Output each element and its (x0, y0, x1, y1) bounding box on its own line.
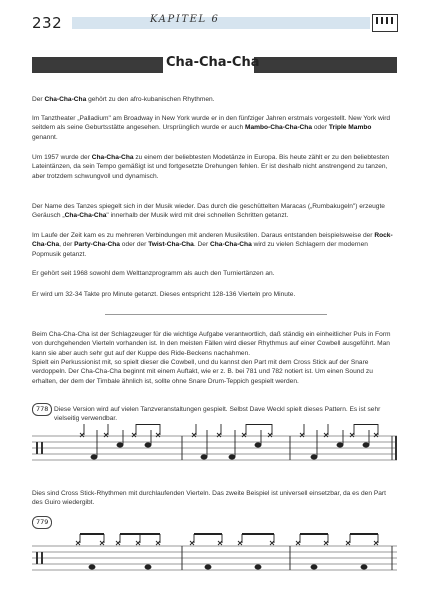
text-run: Im Tanztheater „Palladium" am Broadway in New York wurde er in den fünfziger Jahren erstmals vorgestellt. New York wird seitdem als seine Geburtsstätte angesehen. Ursprünglich wurde er auch (32, 115, 391, 132)
text-run: Der (32, 96, 45, 103)
text-run: . Der (193, 241, 210, 249)
emphasis-term: Cha-Cha-Cha (64, 212, 107, 220)
text-run: genannt. (32, 133, 58, 141)
text-run: oder (312, 124, 329, 132)
chapter-bar (72, 17, 370, 29)
emphasis-term: Mambo-Cha-Cha-Cha (244, 124, 312, 132)
text-run: zu einem der beliebtesten Modetänze in Europa. Bis heute zählt er zu den beliebtesten Lateintänzen, da sein Tempo gemäßigt ist und fortgesetzte Drehungen fehlen. Er ist deshalb nicht anstrengend zu tanzen, aber trotzdem schwungvoll und dynamisch. (32, 154, 390, 180)
paragraph-name (32, 202, 398, 221)
text-run: " innerhalb der Musik wird mit drei schnellen Schritten getanzt. (106, 212, 289, 220)
paragraph-percussion (32, 358, 398, 386)
text-run: Der Name des Tanzes spiegelt sich in der Musik wieder. Das durch die geschüttelten Maracas („Rumbakugeln") erzeugte Geräusch „ (32, 203, 385, 220)
page-header (0, 0, 431, 32)
paragraph-history (32, 114, 398, 142)
text-run: Im Laufe der Zeit kam es zu mehreren Verbindungen mit anderen Musikstilen. Daraus entstanden beispielsweise der (32, 232, 375, 239)
emphasis-term: Rock-Cha-Cha (32, 232, 393, 249)
emphasis-term: Cha-Cha-Cha (209, 241, 252, 249)
emphasis-term: Party-Cha-Cha (74, 241, 120, 249)
chapter-label: KAPITEL 6 (150, 14, 220, 25)
paragraph-europe (32, 153, 398, 181)
emphasis-term: Cha-Cha-Cha (91, 154, 134, 161)
paragraph-styles (32, 231, 398, 259)
text-run: Er gehört seit 1968 sowohl dem Welttanzprogramm als auch den Turniertänzen an. (32, 270, 275, 277)
page-number: 232 (32, 14, 63, 32)
text-run: Er wird um 32-34 Takte pro Minute getanzt. Dieses entspricht 128-136 Vierteln pro Minute. (32, 291, 296, 298)
keyboard-logo-icon (372, 14, 398, 32)
paragraph-since-1968 (32, 269, 398, 278)
drum-notation-staff-779 (32, 526, 397, 582)
example-779-intro: Dies sind Cross Stick-Rhythmen mit durchlaufenden Vierteln. Das zweite Beispiel ist universell einsetzbar, da es den Part des Guiro wiedergibt. (32, 490, 386, 507)
text-run: Beim Cha-Cha-Cha ist der Schlagzeuger für die wichtige Aufgabe verantwortlich, daß ständig ein einheitlicher Puls in Form von durchgehenden Vierteln vorhanden ist. In den meisten Fällen wird dieser Rhythmus auf einer Cowbell ausgeführt. Man kann sie aber auch sehr gut auf der Kuppe des Ride-Beckens nachahmen. (32, 331, 391, 357)
text-run: gehört zu den afro-kubanischen Rhythmen. (86, 96, 215, 103)
paragraph-drummer (32, 330, 398, 358)
paragraph-intro (32, 95, 398, 104)
emphasis-term: Cha-Cha-Cha (44, 96, 87, 103)
drum-notation-staff-778 (32, 424, 397, 474)
section-divider (105, 314, 327, 315)
example-number-779: 779 (32, 516, 52, 529)
example-number-778: 778 (32, 403, 52, 416)
text-run: oder der (119, 241, 149, 249)
page-title: Cha-Cha-Cha (166, 55, 260, 70)
text-run: Spielt ein Perkussionist mit, so spielt dieser die Cowbell, und du kannst den Part mit dem Cross Stick auf der Snare verdoppeln. Der Cha-Cha-Cha beginnt mit einem Auftakt, wie er z. B. bei 781 und 782 notiert ist. Um einen Sound zu erhalten, der dem der Timbale ähnlich ist, sollte ohne Snare Drum-Teppich gespielt werden. (32, 359, 373, 385)
example-778-text: Diese Version wird auf vielen Tanzveranstaltungen gespielt. Selbst Dave Weckl spielt dieses Pattern. Es ist sehr vielseitig verwendbar. (54, 406, 381, 423)
emphasis-term: Triple Mambo (328, 124, 372, 132)
paragraph-tempo (32, 290, 398, 299)
text-run: wird zu vielen Schlagern der modernen Popmusik getanzt. (32, 241, 368, 258)
emphasis-term: Twist-Cha-Cha (148, 241, 194, 249)
text-run: , der (59, 241, 75, 249)
text-run: Um 1957 wurde der (32, 154, 92, 161)
